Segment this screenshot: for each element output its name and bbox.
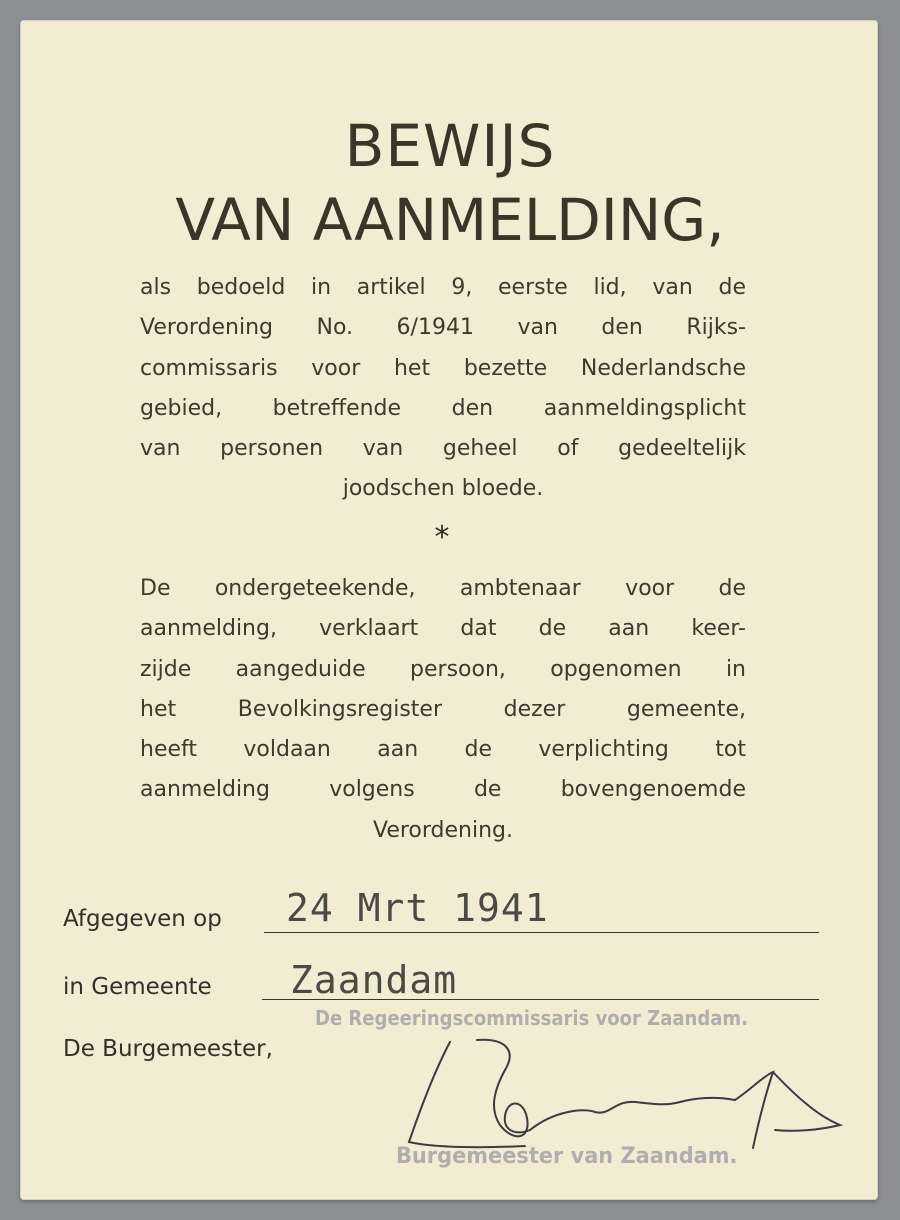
intro-paragraph [140, 268, 746, 510]
declaration-paragraph [140, 569, 746, 851]
declaration-line: zijde aangeduide persoon, opgenomen in [140, 656, 746, 682]
official-stamp-bottom: Burgemeester van Zaandam. [396, 1144, 738, 1169]
asterisk-separator: * [434, 520, 450, 555]
declaration-line: aanmelding, verklaart dat de aan keer- [140, 616, 746, 642]
mayor-label: De Burgemeester, [63, 1036, 273, 1062]
declaration-line: De ondergeteekende, ambtenaar voor de [140, 576, 746, 601]
intro-line: Verordening No. 6/1941 van den Rijks- [140, 315, 746, 341]
municipality-label: in Gemeente [63, 974, 212, 1000]
municipality-value: Zaandam [290, 958, 458, 1002]
intro-line: als bedoeld in artikel 9, eerste lid, van de [140, 275, 746, 300]
issued-date-value: 24 Mrt 1941 [286, 886, 549, 930]
intro-line: commissaris voor het bezette Nederlandsche [140, 355, 746, 381]
document-title-line-2: VAN AANMELDING, [175, 186, 725, 254]
intro-line: joodschen bloede. [342, 476, 544, 502]
mayor-signature [395, 1030, 855, 1160]
official-stamp-top: De Regeeringscommissaris voor Zaandam. [315, 1006, 748, 1030]
intro-line: gebied, betreffende den aanmeldingsplicht [140, 395, 746, 421]
declaration-line: aanmelding volgens de bovengenoemde [140, 777, 746, 803]
declaration-line: het Bevolkingsregister dezer gemeente, [140, 696, 746, 722]
intro-line: van personen van geheel of gedeeltelijk [140, 436, 746, 462]
issued-label: Afgegeven op [63, 906, 222, 932]
issued-underline [264, 932, 819, 933]
document-title-line-1: BEWIJS [344, 112, 556, 180]
declaration-line: Verordening. [372, 817, 513, 843]
declaration-line: heeft voldaan aan de verplichting tot [140, 737, 746, 763]
